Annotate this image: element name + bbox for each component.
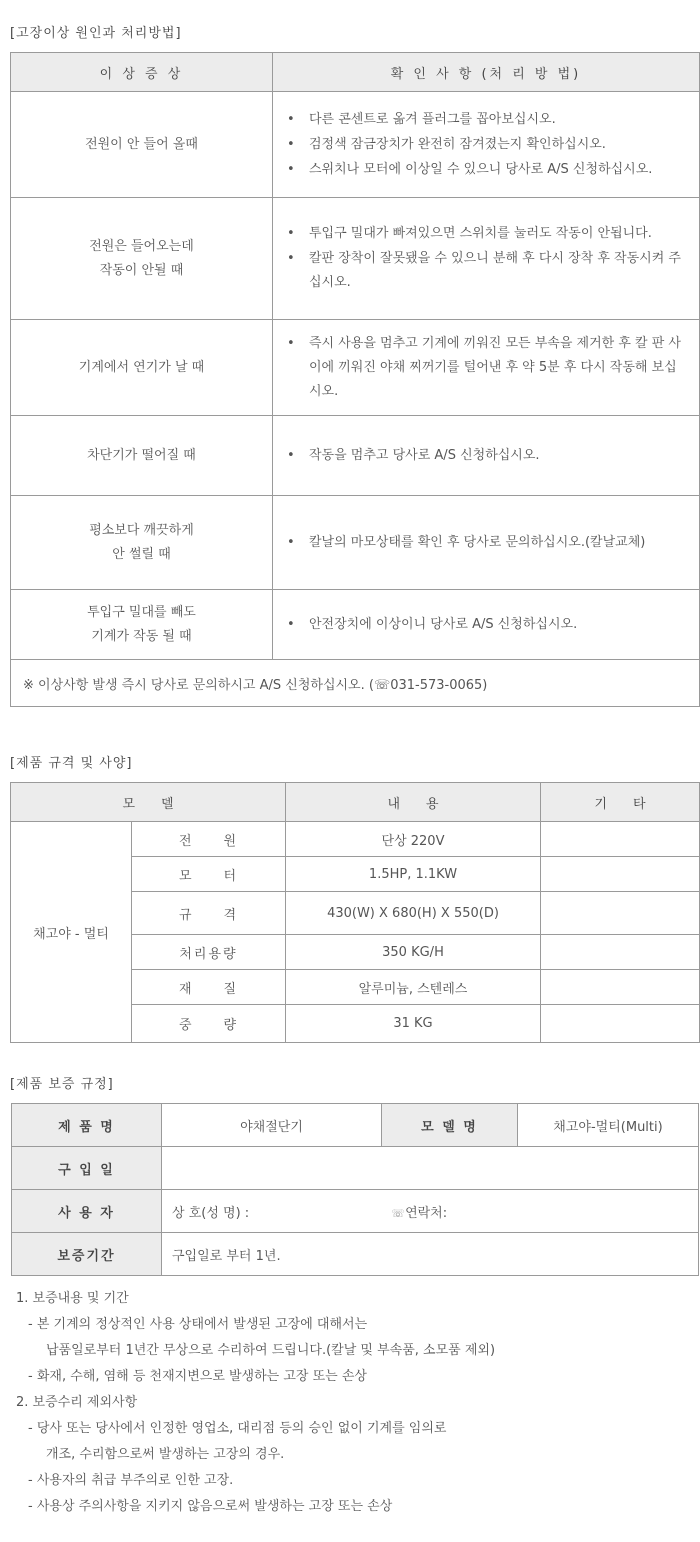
- table-row: [11, 416, 700, 496]
- action-header: 확 인 사 항 (처 리 방 법): [273, 53, 700, 92]
- symptom-header: 이 상 증 상: [11, 53, 273, 92]
- bullet-icon: •: [287, 335, 295, 351]
- note-line: 2. 보증수리 제외사항: [16, 1395, 138, 1410]
- symptom-line: 평소보다 깨끗하게: [89, 522, 194, 538]
- symptom-line: 기계에서 연기가 날 때: [78, 359, 205, 375]
- table-row: [11, 92, 700, 198]
- list-item: [287, 247, 685, 295]
- list-item: [287, 332, 685, 404]
- spec-label: 중 량: [132, 1005, 286, 1043]
- symptom-line: 안 썰릴 때: [112, 546, 171, 562]
- symptom-line: 투입구 밀대를 빼도: [87, 604, 196, 620]
- list-item: [287, 108, 685, 132]
- phone-icon: ☏: [391, 1206, 406, 1220]
- note-line: 1. 보증내용 및 기간: [16, 1291, 129, 1306]
- spec-value: 알루미늄, 스텐레스: [286, 970, 541, 1005]
- action-cell: [273, 92, 700, 198]
- action-list: [287, 613, 685, 637]
- action-cell: [273, 320, 700, 416]
- product-name-label: 제 품 명: [12, 1104, 162, 1147]
- list-item: [287, 444, 685, 468]
- action-cell: [273, 416, 700, 496]
- bullet-icon: •: [287, 447, 295, 463]
- user-label: 사 용 자: [12, 1190, 162, 1233]
- action-text: 검정색 잠금장치가 완전히 잠겨졌는지 확인하십시오.: [309, 136, 606, 152]
- symptom-line: 차단기가 떨어질 때: [87, 447, 196, 463]
- action-text: 즉시 사용을 멈추고 기계에 끼워진 모든 부속을 제거한 후 칼 판 사이에 끼워진 야채 찌꺼기를 털어낸 후 약 5분 후 다시 작동해 보십시오.: [309, 335, 681, 399]
- action-text: 투입구 밀대가 빠져있으면 스위치를 눌러도 작동이 안됩니다.: [309, 226, 652, 241]
- list-item: [287, 133, 685, 157]
- action-list: [287, 332, 685, 404]
- list-item: [287, 222, 685, 246]
- table-row: [11, 198, 700, 320]
- spec-section-title: [제품 규격 및 사양]: [10, 756, 133, 771]
- warranty-notes: [16, 1286, 686, 1520]
- spec-label: 재 질: [132, 970, 286, 1005]
- table-header-row: [11, 783, 700, 822]
- model-name-value: 채고야-멀티(Multi): [518, 1104, 699, 1147]
- spec-value: 1.5HP, 1.1KW: [286, 857, 541, 892]
- symptom-cell: [11, 320, 273, 416]
- purchase-date-value: [162, 1147, 699, 1190]
- spec-etc: [541, 970, 700, 1005]
- warranty-period-label: 보증기간: [12, 1233, 162, 1276]
- user-name-field: 상 호(성 명) :: [172, 1205, 250, 1221]
- warranty-section-title: [제품 보증 규정]: [10, 1077, 114, 1092]
- warranty-period-value: 구입일로 부터 1년.: [162, 1233, 699, 1276]
- spec-value: 31 KG: [286, 1005, 541, 1043]
- symptom-cell: [11, 198, 273, 320]
- spec-table: [10, 782, 700, 1043]
- action-list: [287, 531, 685, 555]
- action-cell: [273, 198, 700, 320]
- spec-value: 430(W) X 680(H) X 550(D): [286, 892, 541, 935]
- model-header: 모 델: [11, 783, 286, 822]
- bullet-icon: •: [287, 136, 295, 152]
- etc-header: 기 타: [541, 783, 700, 822]
- spec-etc: [541, 892, 700, 935]
- action-list: [287, 108, 685, 182]
- warranty-table: [11, 1103, 699, 1276]
- action-text: 작동을 멈추고 당사로 A/S 신청하십시오.: [309, 447, 540, 463]
- bullet-icon: •: [287, 226, 295, 241]
- action-list: [287, 444, 685, 468]
- product-name-value: 야채절단기: [162, 1104, 382, 1147]
- model-name-cell: 채고야 - 멀티: [11, 822, 132, 1043]
- symptom-cell: [11, 92, 273, 198]
- spec-label: 규 격: [132, 892, 286, 935]
- action-text: 칼날의 마모상태를 확인 후 당사로 문의하십시오.(칼날교체): [309, 534, 646, 550]
- table-row: [11, 496, 700, 590]
- note-line: - 사용상 주의사항을 지키지 않음으로써 발생하는 고장 또는 손상: [28, 1499, 393, 1514]
- table-row: [12, 1104, 699, 1147]
- spec-value: 350 KG/H: [286, 935, 541, 970]
- action-text: 다른 콘센트로 옮겨 플러그를 꼽아보십시오.: [309, 111, 556, 127]
- spec-value: 단상 220V: [286, 822, 541, 857]
- trouble-section-title: [고장이상 원인과 처리방법]: [10, 26, 182, 41]
- note-line: - 화재, 수해, 염해 등 천재지변으로 발생하는 고장 또는 손상: [28, 1369, 367, 1384]
- note-line: 납품일로부터 1년간 무상으로 수리하여 드립니다.(칼날 및 부속품, 소모품 제외): [46, 1343, 496, 1358]
- table-header-row: [11, 53, 700, 92]
- note-line: - 사용자의 취급 부주의로 인한 고장.: [28, 1473, 234, 1488]
- symptom-cell: [11, 496, 273, 590]
- purchase-date-label: 구 입 일: [12, 1147, 162, 1190]
- bullet-icon: •: [287, 534, 295, 550]
- note-row: [11, 660, 700, 707]
- bullet-icon: •: [287, 111, 295, 127]
- action-text: 안전장치에 이상이니 당사로 A/S 신청하십시오.: [309, 616, 578, 632]
- spec-etc: [541, 1005, 700, 1043]
- spec-label: 전 원: [132, 822, 286, 857]
- table-row: [11, 320, 700, 416]
- troubleshooting-table: [10, 52, 700, 707]
- action-text: 스위치나 모터에 이상일 수 있으니 당사로 A/S 신청하십시오.: [309, 161, 653, 177]
- action-cell: [273, 590, 700, 660]
- user-contact-field: [391, 1202, 447, 1221]
- action-cell: [273, 496, 700, 590]
- bullet-icon: •: [287, 616, 295, 632]
- action-list: [287, 222, 685, 295]
- spec-label: 처리용량: [132, 935, 286, 970]
- symptom-cell: [11, 590, 273, 660]
- spec-etc: [541, 857, 700, 892]
- bullet-icon: •: [287, 161, 295, 177]
- action-text: 칼판 장착이 잘못됐을 수 있으니 분해 후 다시 장착 후 작동시켜 주십시오.: [309, 251, 681, 290]
- note-line: 개조, 수리함으로써 발생하는 고장의 경우.: [46, 1447, 285, 1462]
- list-item: [287, 158, 685, 182]
- trouble-note: ※ 이상사항 발생 즉시 당사로 문의하시고 A/S 신청하십시오. (☏031-573-0065): [11, 660, 700, 707]
- spec-etc: [541, 822, 700, 857]
- table-row: [12, 1190, 699, 1233]
- spec-etc: [541, 935, 700, 970]
- symptom-line: 전원은 들어오는데: [89, 238, 194, 254]
- symptom-cell: [11, 416, 273, 496]
- table-row: [11, 822, 700, 857]
- contact-label: 연락처:: [405, 1205, 448, 1221]
- list-item: [287, 613, 685, 637]
- table-row: [11, 590, 700, 660]
- note-line: - 본 기계의 정상적인 사용 상태에서 발생된 고장에 대해서는: [28, 1317, 368, 1332]
- symptom-line: 전원이 안 들어 올때: [85, 136, 198, 152]
- note-line: - 당사 또는 당사에서 인정한 영업소, 대리점 등의 승인 없이 기계를 임의로: [28, 1421, 447, 1436]
- spec-label: 모 터: [132, 857, 286, 892]
- user-value: [162, 1190, 699, 1233]
- content-header: 내 용: [286, 783, 541, 822]
- bullet-icon: •: [287, 251, 295, 266]
- symptom-line: 작동이 안될 때: [99, 262, 184, 278]
- model-name-label: 모 델 명: [382, 1104, 518, 1147]
- list-item: [287, 531, 685, 555]
- symptom-line: 기계가 작동 될 때: [91, 628, 192, 644]
- table-row: [12, 1233, 699, 1276]
- table-row: [12, 1147, 699, 1190]
